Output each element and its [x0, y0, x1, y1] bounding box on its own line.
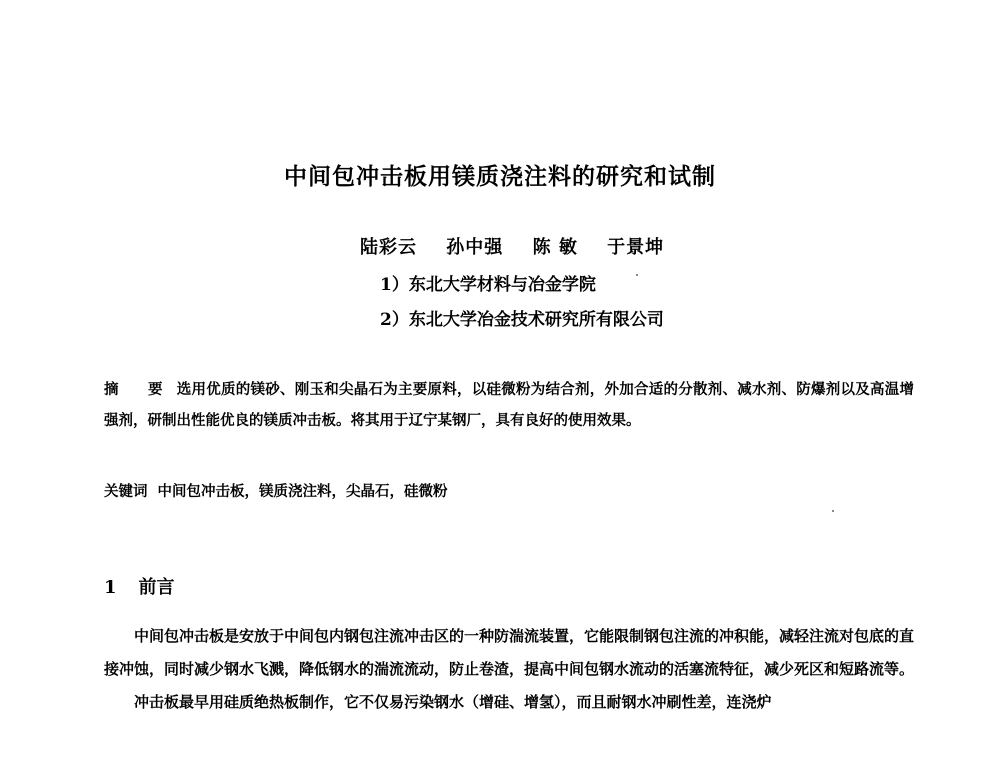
keywords — [104, 480, 448, 501]
section-number: 1 — [104, 577, 117, 598]
abstract — [104, 374, 914, 436]
section-heading — [104, 573, 175, 599]
body-paragraph: 冲击板最早用硅质绝热板制作，它不仅易污染钢水（增硅、增氢），而且耐钢水冲刷性差，连浇炉 — [134, 693, 772, 711]
abstract-text: 选用优质的镁砂、刚玉和尖晶石为主要原料，以硅微粉为结合剂，外加合适的分散剂、减水剂、防爆剂以及高温增强剂，研制出性能优良的镁质冲击板。将其用于辽宁某钢厂，具有良好的使用效果。 — [104, 381, 914, 429]
author-name: 陆彩云 — [360, 237, 417, 258]
section-body — [104, 620, 914, 719]
paper-title: 中间包冲击板用镁质浇注料的研究和试制 — [284, 164, 716, 190]
section-title: 前言 — [138, 577, 175, 598]
author-list — [360, 233, 686, 259]
author-name: 孙中强 — [446, 237, 504, 258]
abstract-label: 摘 要 — [104, 381, 175, 398]
author-name: 于景坤 — [607, 237, 665, 258]
keywords-text: 中间包冲击板，镁质浇注料，尖晶石，硅微粉 — [157, 483, 448, 500]
affiliation: 1）东北大学材料与冶金学院 — [380, 275, 596, 295]
body-paragraph: 中间包冲击板是安放于中间包内钢包注流冲击区的一种防湍流装置，它能限制钢包注流的冲积能，减轻注流对包底的直接冲蚀，同时减少钢水飞溅，降低钢水的湍流流动，防止卷渣，提高中间包钢水流动的活塞流特征，减少死区和短路流等。 — [104, 627, 915, 678]
scan-speck — [636, 274, 638, 276]
scan-speck — [832, 510, 834, 512]
affiliation: 2）东北大学冶金技术研究所有限公司 — [380, 310, 664, 330]
author-name: 陈 敏 — [532, 237, 578, 258]
keywords-label: 关键词 — [104, 483, 148, 500]
